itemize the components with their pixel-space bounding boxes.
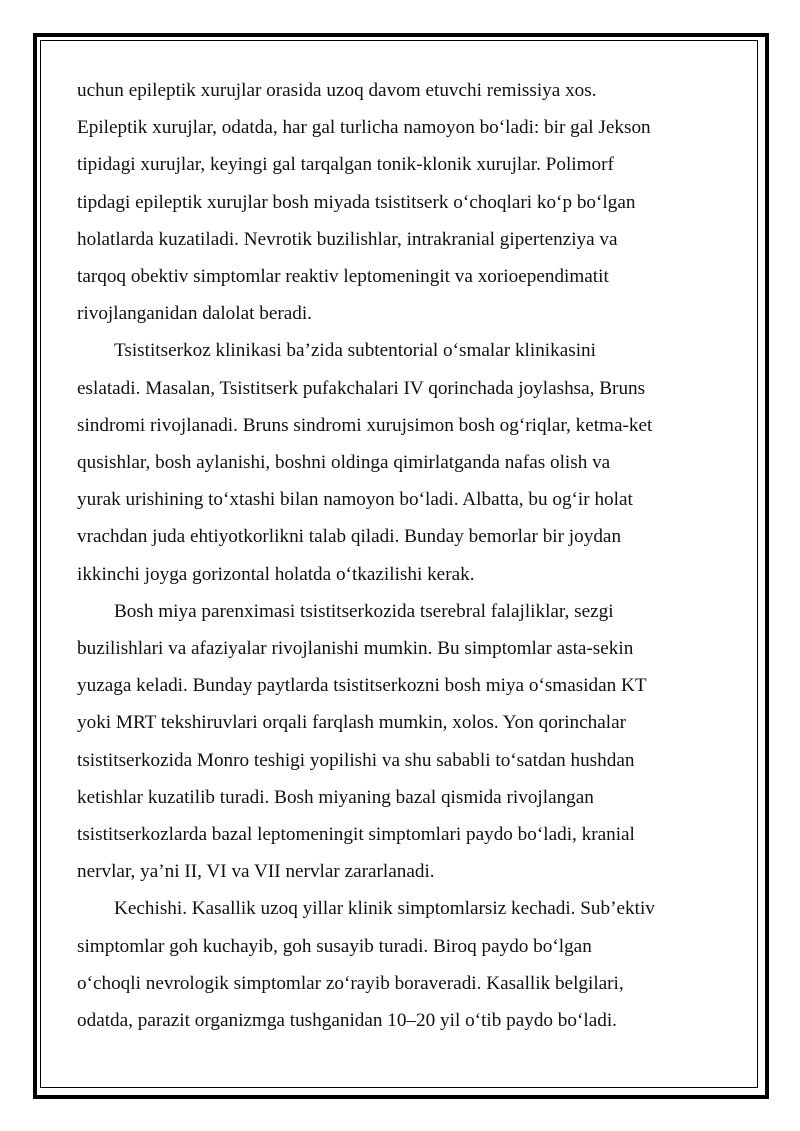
text-line: holatlarda kuzatiladi. Nevrotik buzilishlar, intrakranial gipertenziya va: [77, 228, 618, 250]
document-body: [77, 72, 722, 1039]
text-line: ikkinchi joyga gorizontal holatda o‘tkazilishi kerak.: [77, 563, 475, 585]
text-line: tarqoq obektiv simptomlar reaktiv leptomeningit va xorioependimatit: [77, 266, 609, 288]
text-line: Tsistitserkoz klinikasi ba’zida subtentorial o‘smalar klinikasini: [114, 340, 596, 362]
paragraph: [77, 593, 722, 891]
text-line: yurak urishining to‘xtashi bilan namoyon bo‘ladi. Albatta, bu og‘ir holat: [77, 489, 633, 511]
text-line: yuzaga keladi. Bunday paytlarda tsistitserkozni bosh miya o‘smasidan KT: [77, 675, 647, 697]
text-line: uchun epileptik xurujlar orasida uzoq davom etuvchi remissiya xos.: [77, 80, 597, 101]
text-line: buzilishlari va afaziyalar rivojlanishi mumkin. Bu simptomlar asta-sekin: [77, 638, 634, 660]
text-line: yoki MRT tekshiruvlari orqali farqlash mumkin, xolos. Yon qorinchalar: [77, 712, 627, 734]
text-line: tsistitserkozlarda bazal leptomeningit simptomlari paydo bo‘ladi, kranial: [77, 824, 635, 846]
paragraph: [77, 72, 722, 332]
text-line: odatda, parazit organizmga tushganidan 10–20 yil o‘tib paydo bo‘ladi.: [77, 1010, 617, 1032]
text-line: nervlar, ya’ni II, VI va VII nervlar zararlanadi.: [77, 861, 435, 883]
text-line: Epileptik xurujlar, odatda, har gal turlicha namoyon bo‘ladi: bir gal Jekson: [77, 117, 651, 139]
text-line: sindromi rivojlanadi. Bruns sindromi xurujsimon bosh og‘riqlar, ketma-ket: [77, 414, 653, 436]
text-line: simptomlar goh kuchayib, goh susayib turadi. Biroq paydo bo‘lgan: [77, 935, 592, 957]
text-line: ketishlar kuzatilib turadi. Bosh miyaning bazal qismida rivojlangan: [77, 786, 594, 808]
text-line: tsistitserkozida Monro teshigi yopilishi va shu sababli to‘satdan hushdan: [77, 749, 635, 771]
paragraph: [77, 890, 722, 1039]
text-line: o‘choqli nevrologik simptomlar zo‘rayib boraveradi. Kasallik belgilari,: [77, 972, 624, 994]
paragraph: [77, 332, 722, 592]
text-line: vrachdan juda ehtiyotkorlikni talab qiladi. Bunday bemorlar bir joydan: [77, 526, 622, 548]
text-line: qusishlar, bosh aylanishi, boshni oldinga qimirlatganda nafas olish va: [77, 452, 611, 474]
text-line: Kechishi. Kasallik uzoq yillar klinik simptomlarsiz kechadi. Sub’ektiv: [114, 898, 655, 920]
text-line: rivojlanganidan dalolat beradi.: [77, 303, 312, 325]
text-line: eslatadi. Masalan, Tsistitserk pufakchalari IV qorinchada joylashsa, Bruns: [77, 377, 646, 399]
text-line: tipidagi xurujlar, keyingi gal tarqalgan tonik-klonik xurujlar. Polimorf: [77, 154, 614, 176]
text-line: tipdagi epileptik xurujlar bosh miyada tsistitserk o‘choqlari ko‘p bo‘lgan: [77, 191, 636, 213]
text-line: Bosh miya parenximasi tsistitserkozida tserebral falajliklar, sezgi: [114, 600, 614, 622]
